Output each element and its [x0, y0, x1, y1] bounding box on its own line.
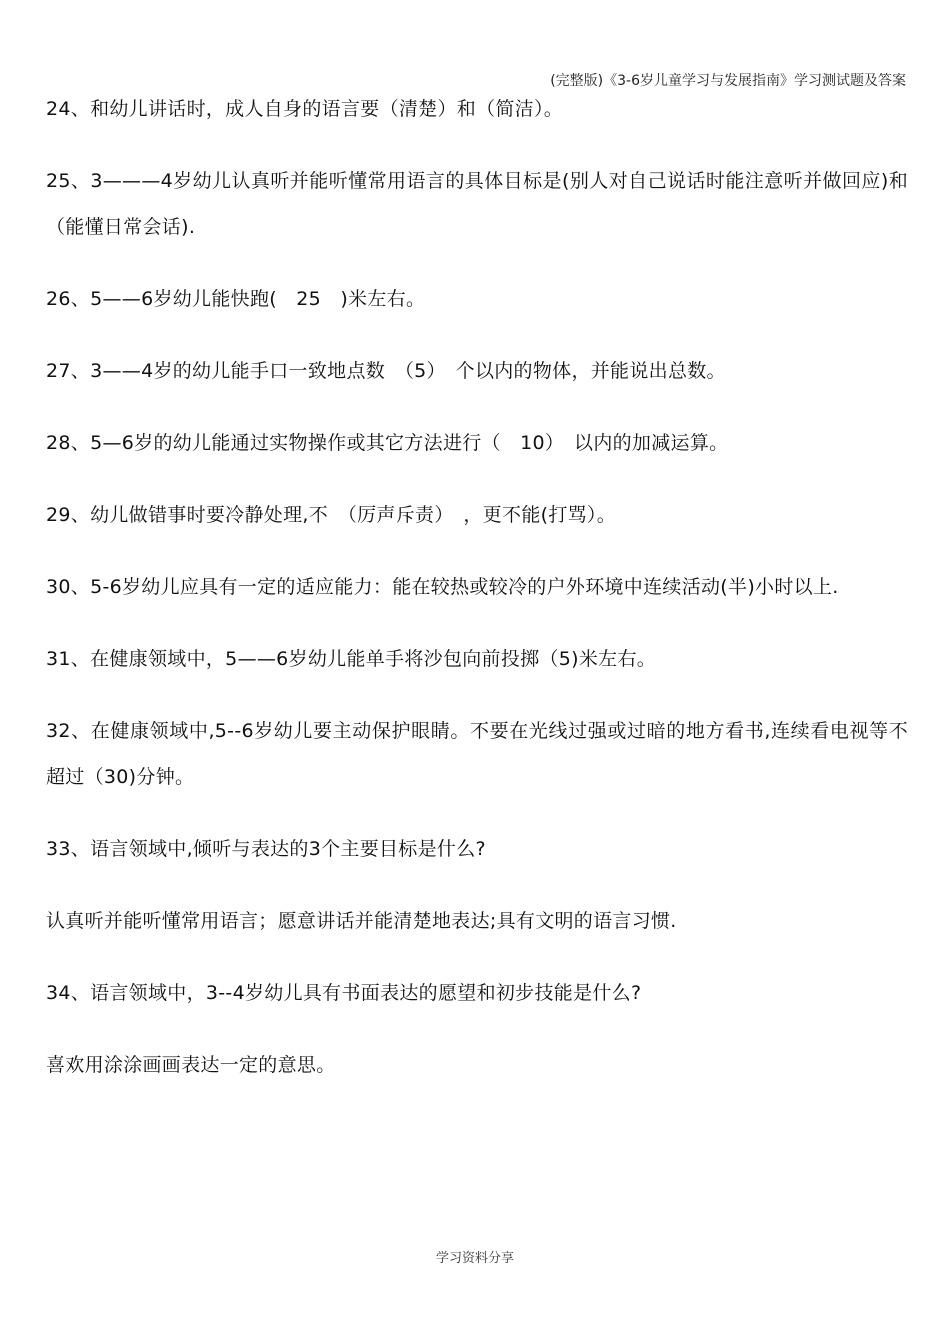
question-27: 27、3——4岁的幼儿能手口一致地点数 （5） 个以内的物体，并能说出总数。 — [46, 360, 726, 382]
question-29: 29、幼儿做错事时要冷静处理,不 （厉声斥责） ，更不能(打骂）。 — [46, 504, 617, 526]
question-28: 28、5—6岁的幼儿能通过实物操作或其它方法进行（ 10） 以内的加减运算。 — [46, 432, 729, 454]
question-30: 30、5-6岁幼儿应具有一定的适应能力：能在较热或较冷的户外环境中连续活动(半)小时以上. — [46, 576, 839, 598]
answer-33: 认真听并能听懂常用语言；愿意讲话并能清楚地表达;具有文明的语言习惯. — [46, 910, 677, 932]
page-footer: 学习资料分享 — [435, 1251, 514, 1266]
answer-34: 喜欢用涂涂画画表达一定的意思。 — [46, 1054, 336, 1076]
question-24: 24、和幼儿讲话时，成人自身的语言要（清楚）和（简洁）。 — [46, 98, 564, 120]
question-34: 34、语言领域中，3--4岁幼儿具有书面表达的愿望和初步技能是什么? — [46, 982, 642, 1004]
question-25: 25、3———4岁幼儿认真听并能听懂常用语言的具体目标是(别人对自己说话时能注意听并做回应)和（能懂日常会话). — [46, 170, 908, 238]
question-33: 33、语言领域中,倾听与表达的3个主要目标是什么? — [46, 838, 486, 860]
page-header: (完整版)《3-6岁儿童学习与发展指南》学习测试题及答案 — [550, 73, 906, 89]
question-31: 31、在健康领域中，5——6岁幼儿能单手将沙包向前投掷（5)米左右。 — [46, 648, 657, 670]
document-body — [46, 86, 908, 1114]
question-32: 32、在健康领域中,5--6岁幼儿要主动保护眼睛。不要在光线过强或过暗的地方看书,连续看电视等不超过（30)分钟。 — [46, 720, 908, 788]
question-26: 26、5——6岁幼儿能快跑( 25 )米左右。 — [46, 288, 426, 310]
